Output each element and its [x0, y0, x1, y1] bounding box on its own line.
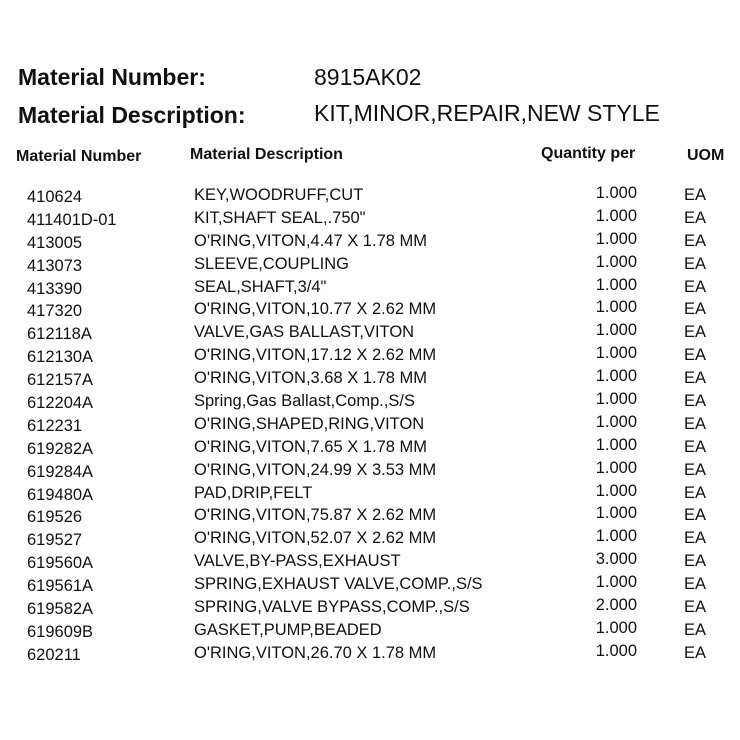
material-number-cell: 619560A — [27, 554, 94, 573]
quantity-cell: 1.000 — [595, 435, 637, 454]
uom-cell: EA — [684, 414, 707, 433]
material-number-cell: 619526 — [27, 508, 83, 527]
material-number-cell: 612130A — [27, 348, 94, 367]
table-row — [0, 346, 740, 369]
column-header-uom: UOM — [687, 147, 725, 164]
material-description-cell: O'RING,VITON,52.07 X 2.62 MM — [194, 529, 437, 548]
material-description-cell: SPRING,VALVE BYPASS,COMP.,S/S — [194, 598, 470, 617]
material-description-cell: VALVE,GAS BALLAST,VITON — [194, 323, 415, 342]
material-number-cell: 619527 — [27, 531, 83, 550]
table-row — [0, 369, 740, 392]
quantity-cell: 1.000 — [595, 573, 637, 592]
quantity-cell: 1.000 — [595, 184, 637, 202]
material-description-cell: GASKET,PUMP,BEADED — [194, 620, 382, 639]
uom-cell: EA — [684, 208, 707, 227]
material-number-cell: 619582A — [27, 600, 94, 619]
material-number-cell: 612204A — [27, 394, 94, 413]
table-row — [0, 506, 740, 529]
uom-cell: EA — [684, 392, 707, 411]
quantity-cell: 1.000 — [595, 412, 637, 431]
material-description-cell: SPRING,EXHAUST VALVE,COMP.,S/S — [194, 575, 483, 594]
material-number-cell: 612231 — [27, 416, 83, 435]
material-description-cell: O'RING,VITON,3.68 X 1.78 MM — [194, 369, 427, 388]
table-row — [0, 435, 740, 461]
material-description-cell: O'RING,VITON,7.65 X 1.78 MM — [194, 437, 427, 456]
uom-cell: EA — [684, 186, 707, 204]
column-header-material-description: Material Description — [190, 146, 343, 163]
uom-cell: EA — [684, 620, 707, 639]
material-number-cell: 619282A — [27, 439, 94, 458]
material-number-cell: 612118A — [27, 325, 92, 344]
bill-of-materials-table — [0, 186, 740, 667]
quantity-cell: 1.000 — [595, 321, 637, 340]
table-row — [0, 323, 740, 346]
material-number-cell: 411401D-01 — [27, 210, 117, 229]
material-description-cell: O'RING,VITON,26.70 X 1.78 MM — [194, 643, 437, 662]
uom-cell: EA — [684, 575, 707, 594]
material-description-cell: PAD,DRIP,FELT — [194, 483, 313, 502]
table-row — [0, 300, 740, 323]
material-number-cell: 413005 — [27, 233, 83, 252]
material-description-cell: KIT,SHAFT SEAL,.750" — [194, 208, 366, 227]
uom-cell: EA — [684, 323, 707, 342]
uom-cell: EA — [684, 643, 707, 662]
quantity-cell: 1.000 — [595, 504, 637, 523]
material-description-cell: O'RING,VITON,75.87 X 2.62 MM — [194, 506, 437, 525]
table-row — [0, 641, 740, 667]
quantity-cell: 1.000 — [595, 229, 637, 248]
quantity-cell: 1.000 — [595, 298, 637, 317]
material-number-cell: 620211 — [27, 645, 81, 664]
material-description-cell: O'RING,VITON,17.12 X 2.62 MM — [194, 346, 437, 365]
quantity-cell: 1.000 — [595, 390, 637, 409]
column-header-quantity: Quantity per — [541, 145, 636, 162]
uom-cell: EA — [684, 231, 707, 250]
quantity-cell: 2.000 — [595, 596, 637, 615]
material-description-value: KIT,MINOR,REPAIR,NEW STYLE — [314, 100, 660, 126]
table-row — [0, 575, 740, 598]
quantity-cell: 1.000 — [595, 618, 637, 637]
table-row — [0, 481, 740, 507]
material-description-cell: SLEEVE,COUPLING — [194, 254, 349, 273]
quantity-cell: 1.000 — [595, 527, 637, 546]
material-description-header — [18, 100, 660, 129]
quantity-cell: 1.000 — [595, 275, 637, 294]
table-row — [0, 458, 740, 484]
material-number-label: Material Number: — [18, 64, 206, 90]
material-number-cell: 619561A — [27, 577, 94, 596]
uom-cell: EA — [684, 437, 707, 456]
uom-cell: EA — [684, 506, 707, 525]
material-description-cell: O'RING,VITON,10.77 X 2.62 MM — [194, 300, 437, 319]
material-description-label: Material Description: — [18, 102, 246, 128]
material-description-cell: SEAL,SHAFT,3/4" — [194, 277, 327, 296]
material-number-cell: 619284A — [27, 462, 94, 481]
quantity-cell: 1.000 — [595, 481, 637, 500]
table-row — [0, 252, 740, 278]
table-row — [0, 529, 740, 552]
material-description-cell: VALVE,BY-PASS,EXHAUST — [194, 552, 401, 571]
quantity-cell: 1.000 — [595, 344, 637, 363]
quantity-cell: 3.000 — [595, 550, 637, 569]
material-number-cell: 410624 — [27, 188, 83, 206]
material-number-cell: 413390 — [27, 279, 83, 298]
material-number-cell: 417320 — [27, 302, 83, 321]
table-row — [0, 275, 740, 301]
uom-cell: EA — [684, 254, 707, 273]
table-row — [0, 206, 740, 232]
table-row — [0, 552, 740, 575]
material-description-cell: O'RING,VITON,4.47 X 1.78 MM — [194, 231, 427, 250]
uom-cell: EA — [684, 529, 707, 548]
uom-cell: EA — [684, 369, 707, 388]
table-row — [0, 186, 740, 209]
table-row — [0, 412, 740, 438]
material-description-cell: Spring,Gas Ballast,Comp.,S/S — [194, 392, 416, 411]
column-header-material-number: Material Number — [16, 148, 142, 165]
uom-cell: EA — [684, 300, 707, 319]
material-number-value: 8915AK02 — [314, 64, 422, 90]
table-row — [0, 392, 740, 415]
quantity-cell: 1.000 — [595, 252, 637, 271]
uom-cell: EA — [684, 460, 707, 479]
material-description-cell: O'RING,VITON,24.99 X 3.53 MM — [194, 460, 437, 479]
quantity-cell: 1.000 — [595, 641, 637, 660]
table-row — [0, 598, 740, 621]
material-number-cell: 612157A — [27, 371, 94, 390]
quantity-cell: 1.000 — [595, 206, 637, 225]
table-row — [0, 618, 740, 644]
material-description-cell: KEY,WOODRUFF,CUT — [194, 186, 364, 204]
material-number-header — [18, 64, 422, 91]
quantity-cell: 1.000 — [595, 367, 637, 386]
material-number-cell: 619609B — [27, 622, 94, 641]
uom-cell: EA — [684, 277, 707, 296]
uom-cell: EA — [684, 598, 707, 617]
table-row — [0, 229, 740, 255]
material-number-cell: 619480A — [27, 485, 94, 504]
material-number-cell: 413073 — [27, 256, 83, 275]
uom-cell: EA — [684, 483, 707, 502]
uom-cell: EA — [684, 346, 707, 365]
uom-cell: EA — [684, 552, 707, 571]
material-description-cell: O'RING,SHAPED,RING,VITON — [194, 414, 425, 433]
quantity-cell: 1.000 — [595, 458, 637, 477]
